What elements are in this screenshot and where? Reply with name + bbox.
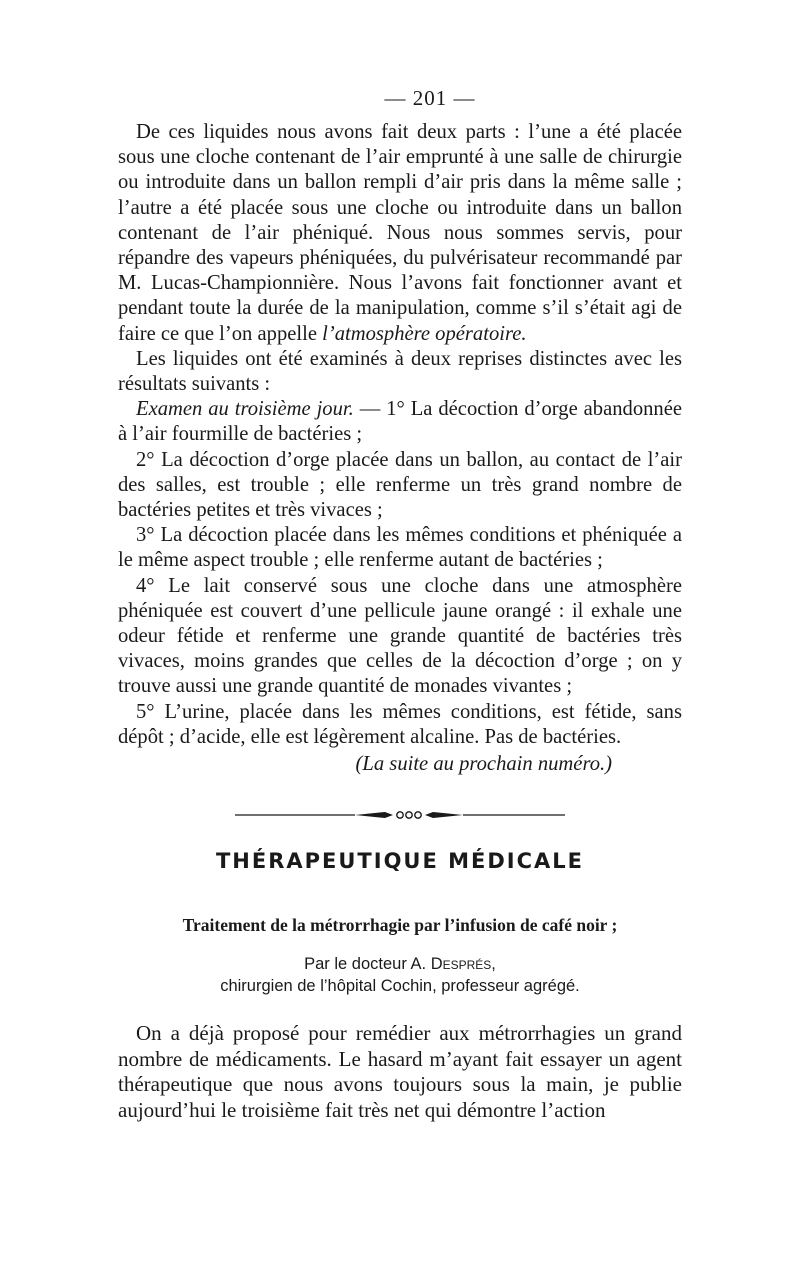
byline-prefix: Par le docteur A.	[304, 955, 431, 974]
paragraph-text: De ces liquides nous avons fait deux parts : l’une a été placée sous une cloche contenant de l’air emprunté à une salle de chirurgie ou introduite dans un ballon rempli d’air pris dans la même salle ; l’autre a été placée sous une cloche ou introduite dans un ballon contenant de l’air phéniqué. Nous nous sommes servis, pour répandre des vapeurs phéniquées, du pulvérisateur recommandé par M. Lucas-Championnière. Nous l’avons fait fonctionner avant et pendant toute la durée de la manipulation, comme s’il s’était agi de faire ce que l’on appelle	[118, 121, 682, 345]
byline-affiliation: chirurgien de l’hôpital Cochin, professeur agrégé.	[220, 977, 580, 996]
paragraph-air-phenique	[118, 120, 682, 347]
byline	[118, 953, 682, 997]
italic-phrase: l’atmosphère opératoire.	[322, 322, 527, 345]
exam-item-3: 3° La décoction placée dans les mêmes conditions et phéniquée a le même aspect trouble ; elle renferme autant de bactéries ;	[118, 524, 682, 572]
exam-heading: Examen au troisième jour.	[136, 398, 354, 421]
article-lead	[118, 1021, 682, 1123]
author-name: Després,	[430, 955, 496, 974]
paragraph-results-intro: Les liquides ont été examinés à deux reprises distinctes avec les résultats suivants :	[118, 347, 682, 396]
ornamental-rule-icon	[235, 807, 565, 823]
book-page	[118, 86, 682, 1124]
exam-item-2: 2° La décoction d’orge placée dans un ballon, au contact de l’air des salles, est trouble ; elle renferme un très grand nombre de bactéries petites et très vivaces ;	[118, 448, 682, 522]
page-number: — 201 —	[384, 86, 476, 110]
article-continuation	[118, 120, 682, 750]
byline-author	[118, 953, 682, 975]
lead-paragraph: On a déjà proposé pour remédier aux métrorrhagies un grand nombre de médicaments. Le hasard m’ayant fait essayer un agent thérapeutique que nous avons toujours sous la main, je publie aujourd’hui le troisième fait très net qui démontre l’action	[118, 1021, 682, 1123]
exam-item-1	[118, 397, 682, 447]
article-title: Traitement de la métrorrhagie par l’infusion de café noir ;	[182, 915, 618, 936]
section-title: THÉRAPEUTIQUE MÉDICALE	[215, 849, 585, 874]
exam-item-4: 4° Le lait conservé sous une cloche dans une atmosphère phéniquée est couvert d’une pellicule jaune orangé : il exhale une odeur fétide et renferme une grande quantité de bactéries très vivaces, moins grandes que celles de la décoction d’orge ; on y trouve aussi une grande quantité de monades vivantes ;	[118, 574, 682, 698]
exam-item-5: 5° L’urine, placée dans les mêmes conditions, est fétide, sans dépôt ; d’acide, elle est légèrement alcaline. Pas de bactéries.	[118, 700, 682, 748]
exam-item-1-text: — 1° La décoction d’orge abandonnée à l’air fourmille de bactéries ;	[118, 398, 682, 446]
continued-note: (La suite au prochain numéro.)	[355, 753, 612, 776]
